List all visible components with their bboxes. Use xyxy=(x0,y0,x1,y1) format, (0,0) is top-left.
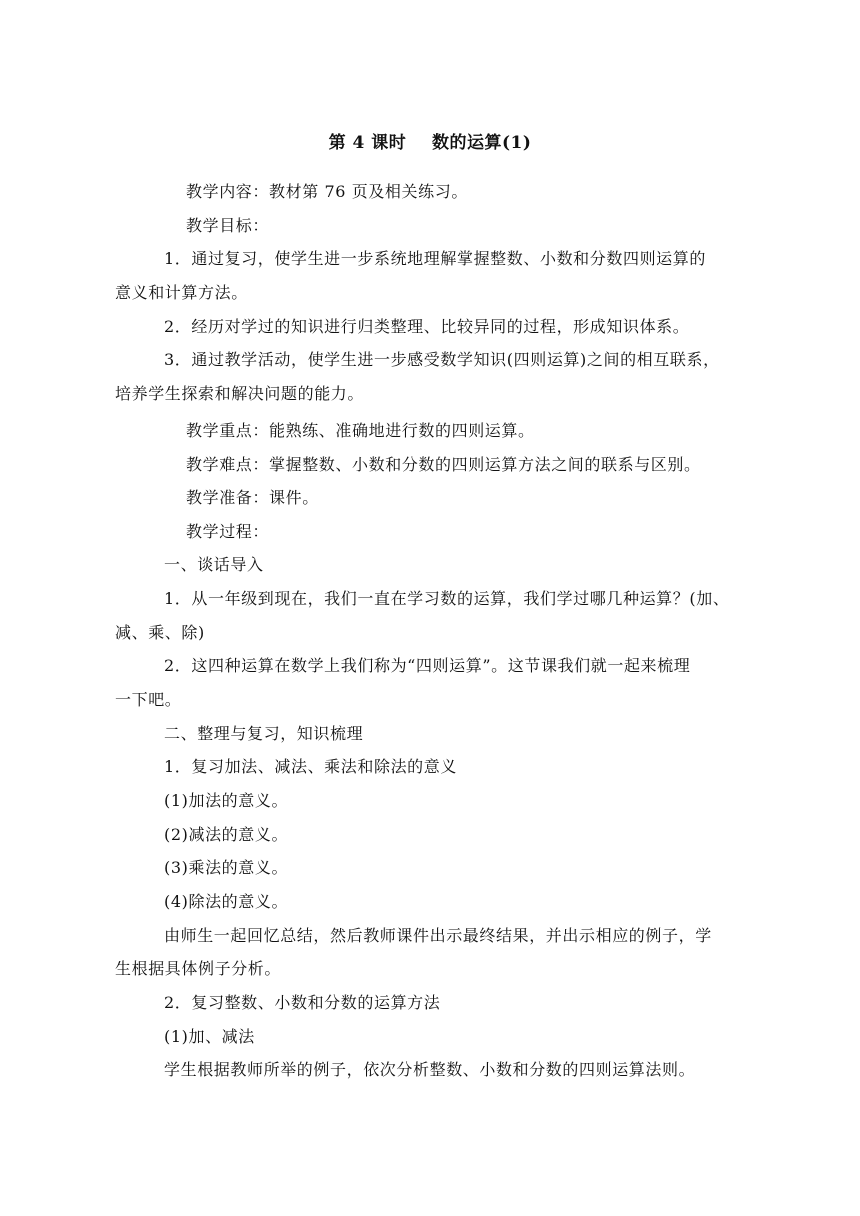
student-analysis-line: 学生根据教师所举的例子，依次分析整数、小数和分数的四则运算法则。 xyxy=(164,1060,696,1079)
addition-meaning: (1)加法的意义。 xyxy=(164,791,289,810)
teaching-preparation: 教学准备：课件。 xyxy=(186,488,319,507)
division-meaning: (4)除法的意义。 xyxy=(164,892,289,911)
goal-1-line-2: 意义和计算方法。 xyxy=(115,283,248,302)
section-2-heading: 二、整理与复习，知识梳理 xyxy=(164,724,364,743)
goal-1-line-1: 1．通过复习，使学生进一步系统地理解掌握整数、小数和分数四则运算的 xyxy=(164,249,706,268)
goal-3-line-2: 培养学生探索和解决问题的能力。 xyxy=(115,384,365,403)
add-subtract-heading: (1)加、减法 xyxy=(164,1027,255,1046)
goal-3-line-1: 3．通过教学活动，使学生进一步感受数学知识(四则运算)之间的相互联系， xyxy=(164,350,720,369)
teaching-goals-heading: 教学目标： xyxy=(186,216,270,235)
section-2-item-2: 2．复习整数、小数和分数的运算方法 xyxy=(164,993,441,1012)
section-2-item-1: 1．复习加法、减法、乘法和除法的意义 xyxy=(164,757,457,776)
teaching-content: 教学内容：教材第 76 页及相关练习。 xyxy=(186,182,468,201)
teaching-difficulty: 教学难点：掌握整数、小数和分数的四则运算方法之间的联系与区别。 xyxy=(186,455,701,474)
section-1-item-2-line-1: 2．这四种运算在数学上我们称为“四则运算”。这节课我们就一起来梳理 xyxy=(164,656,691,675)
section-1-item-2-line-2: 一下吧。 xyxy=(115,690,182,709)
summary-line-1: 由师生一起回忆总结，然后教师课件出示最终结果，并出示相应的例子，学 xyxy=(164,926,712,945)
multiplication-meaning: (3)乘法的意义。 xyxy=(164,858,289,877)
section-1-item-1-line-2: 减、乘、除) xyxy=(115,623,205,642)
section-1-item-1-line-1: 1．从一年级到现在，我们一直在学习数的运算，我们学过哪几种运算？(加、 xyxy=(164,589,730,608)
teaching-process-heading: 教学过程： xyxy=(186,522,270,541)
page-title: 第 4 课时 数的运算(1) xyxy=(328,133,532,153)
summary-line-2: 生根据具体例子分析。 xyxy=(115,959,282,978)
goal-2: 2．经历对学过的知识进行归类整理、比较异同的过程，形成知识体系。 xyxy=(164,317,690,336)
teaching-key-point: 教学重点：能熟练、准确地进行数的四则运算。 xyxy=(186,421,535,440)
section-1-heading: 一、谈话导入 xyxy=(164,555,264,574)
subtraction-meaning: (2)减法的意义。 xyxy=(164,825,289,844)
